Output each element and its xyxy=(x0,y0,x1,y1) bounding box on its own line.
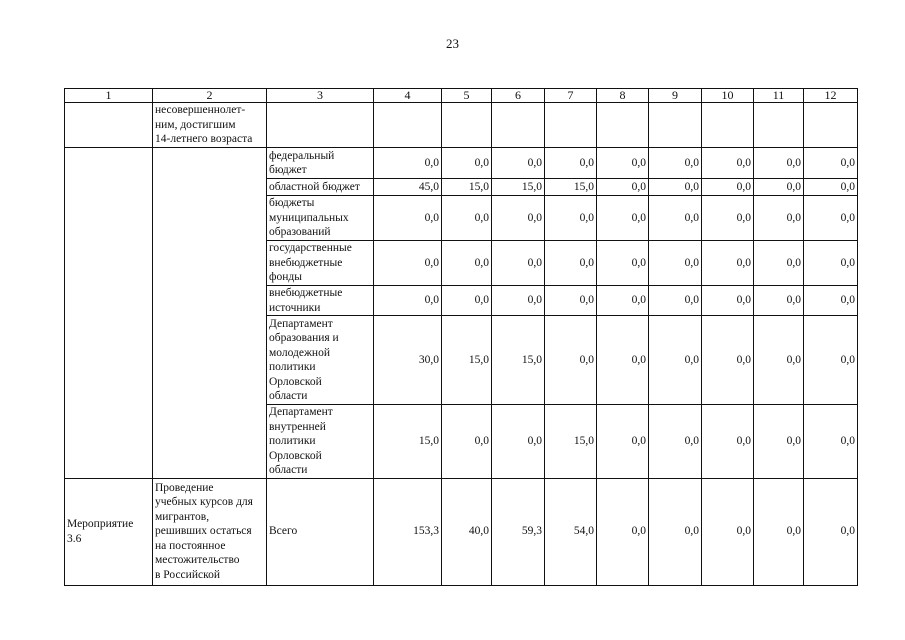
empty-cell xyxy=(649,103,702,148)
value-cell: 0,0 xyxy=(545,286,597,316)
value-cell: 0,0 xyxy=(597,405,649,479)
value-cell: 0,0 xyxy=(702,316,754,405)
value-cell: 0,0 xyxy=(754,179,804,196)
value-cell: 15,0 xyxy=(442,316,492,405)
value-cell: 0,0 xyxy=(492,286,545,316)
column-header-12: 12 xyxy=(804,89,858,103)
value-cell: 0,0 xyxy=(804,286,858,316)
column-header-4: 4 xyxy=(374,89,442,103)
value-cell: 0,0 xyxy=(754,316,804,405)
value-cell: 15,0 xyxy=(374,405,442,479)
page-number: 23 xyxy=(446,36,459,51)
value-cell: 0,0 xyxy=(804,478,858,585)
value-cell: 0,0 xyxy=(702,478,754,585)
funding-source: Департамент образования и молодежной политики Орловской области xyxy=(267,316,374,405)
column-header-8: 8 xyxy=(597,89,649,103)
value-cell: 0,0 xyxy=(649,286,702,316)
value-cell: 0,0 xyxy=(649,196,702,241)
value-cell: 59,3 xyxy=(492,478,545,585)
value-cell: 0,0 xyxy=(597,148,649,179)
measure-row xyxy=(65,478,858,585)
value-cell: 0,0 xyxy=(754,286,804,316)
value-cell: 0,0 xyxy=(649,478,702,585)
column-header-5: 5 xyxy=(442,89,492,103)
value-cell: 0,0 xyxy=(492,196,545,241)
value-cell: 15,0 xyxy=(545,179,597,196)
value-cell: 0,0 xyxy=(597,286,649,316)
value-cell: 0,0 xyxy=(804,405,858,479)
empty-cell xyxy=(492,103,545,148)
value-cell: 0,0 xyxy=(702,286,754,316)
column-header-11: 11 xyxy=(754,89,804,103)
empty-cell xyxy=(804,103,858,148)
column-header-7: 7 xyxy=(545,89,597,103)
value-cell: 0,0 xyxy=(649,179,702,196)
value-cell: 0,0 xyxy=(702,241,754,286)
value-cell: 0,0 xyxy=(702,179,754,196)
measure-id: Мероприятие 3.6 xyxy=(65,478,153,585)
empty-cell xyxy=(442,103,492,148)
value-cell: 54,0 xyxy=(545,478,597,585)
value-cell: 15,0 xyxy=(492,179,545,196)
funding-source: государственные внебюджетные фонды xyxy=(267,241,374,286)
value-cell: 0,0 xyxy=(597,179,649,196)
value-cell: 0,0 xyxy=(374,196,442,241)
value-cell: 0,0 xyxy=(754,478,804,585)
funding-source-total: Всего xyxy=(267,478,374,585)
value-cell: 0,0 xyxy=(804,316,858,405)
column-header-3: 3 xyxy=(267,89,374,103)
value-cell: 0,0 xyxy=(442,286,492,316)
funding-source: федеральный бюджет xyxy=(267,148,374,179)
value-cell: 15,0 xyxy=(442,179,492,196)
value-cell: 0,0 xyxy=(597,316,649,405)
value-cell: 0,0 xyxy=(597,241,649,286)
measure-description-cont: несовершеннолет- ним, достигшим 14-летнего возраста xyxy=(153,103,267,148)
empty-cell xyxy=(702,103,754,148)
table-row xyxy=(65,148,858,179)
column-header-9: 9 xyxy=(649,89,702,103)
value-cell: 0,0 xyxy=(492,241,545,286)
empty-cell xyxy=(374,103,442,148)
empty-cell xyxy=(545,103,597,148)
value-cell: 0,0 xyxy=(442,148,492,179)
value-cell: 0,0 xyxy=(754,196,804,241)
value-cell: 0,0 xyxy=(754,405,804,479)
value-cell: 0,0 xyxy=(804,148,858,179)
value-cell: 30,0 xyxy=(374,316,442,405)
value-cell: 15,0 xyxy=(492,316,545,405)
empty-cell xyxy=(153,148,267,479)
value-cell: 0,0 xyxy=(649,241,702,286)
empty-cell xyxy=(267,103,374,148)
budget-table xyxy=(64,88,858,586)
value-cell: 0,0 xyxy=(754,241,804,286)
value-cell: 40,0 xyxy=(442,478,492,585)
value-cell: 0,0 xyxy=(597,478,649,585)
value-cell: 0,0 xyxy=(754,148,804,179)
value-cell: 0,0 xyxy=(442,241,492,286)
value-cell: 0,0 xyxy=(545,241,597,286)
value-cell: 153,3 xyxy=(374,478,442,585)
value-cell: 0,0 xyxy=(702,405,754,479)
value-cell: 0,0 xyxy=(804,179,858,196)
value-cell: 0,0 xyxy=(492,148,545,179)
value-cell: 0,0 xyxy=(597,196,649,241)
column-header-6: 6 xyxy=(492,89,545,103)
value-cell: 0,0 xyxy=(545,316,597,405)
value-cell: 0,0 xyxy=(649,405,702,479)
value-cell: 15,0 xyxy=(545,405,597,479)
funding-source: областной бюджет xyxy=(267,179,374,196)
funding-source: внебюджетные источники xyxy=(267,286,374,316)
value-cell: 0,0 xyxy=(442,196,492,241)
value-cell: 0,0 xyxy=(545,148,597,179)
value-cell: 0,0 xyxy=(442,405,492,479)
value-cell: 0,0 xyxy=(374,148,442,179)
value-cell: 0,0 xyxy=(804,241,858,286)
value-cell: 0,0 xyxy=(702,196,754,241)
empty-cell xyxy=(65,148,153,479)
measure-description: Проведение учебных курсов для мигрантов, решивших остаться на постоянное местожительство в Российской xyxy=(153,478,267,585)
value-cell: 0,0 xyxy=(649,148,702,179)
value-cell: 0,0 xyxy=(545,196,597,241)
value-cell: 0,0 xyxy=(649,316,702,405)
empty-cell xyxy=(754,103,804,148)
value-cell: 0,0 xyxy=(702,148,754,179)
header-row xyxy=(65,89,858,103)
funding-source: Департамент внутренней политики Орловской области xyxy=(267,405,374,479)
empty-cell xyxy=(65,103,153,148)
continuation-row xyxy=(65,103,858,148)
value-cell: 0,0 xyxy=(492,405,545,479)
column-header-10: 10 xyxy=(702,89,754,103)
column-header-2: 2 xyxy=(153,89,267,103)
value-cell: 0,0 xyxy=(804,196,858,241)
value-cell: 0,0 xyxy=(374,286,442,316)
empty-cell xyxy=(597,103,649,148)
column-header-1: 1 xyxy=(65,89,153,103)
value-cell: 45,0 xyxy=(374,179,442,196)
value-cell: 0,0 xyxy=(374,241,442,286)
funding-source: бюджеты муниципальных образований xyxy=(267,196,374,241)
